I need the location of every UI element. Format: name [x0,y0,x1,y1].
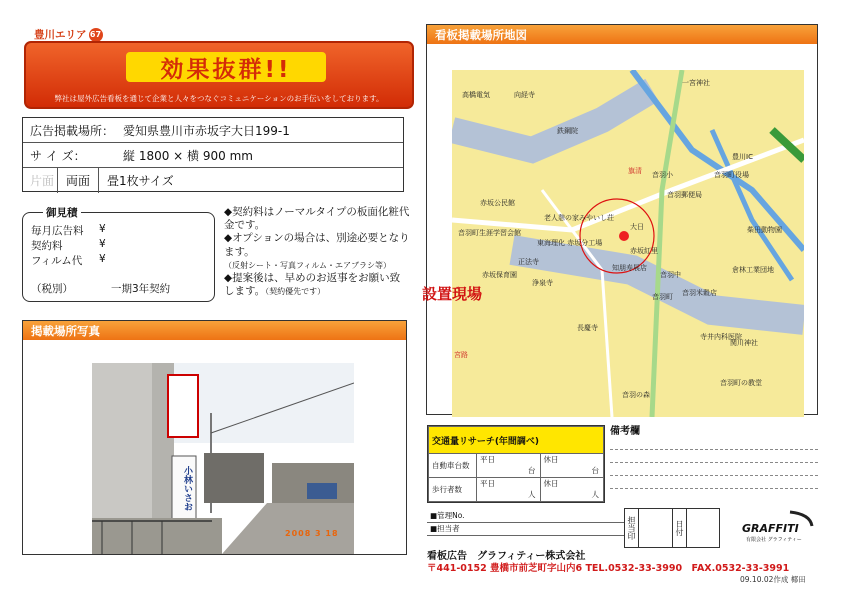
area-number-badge: 67 [89,28,103,42]
admin-form [427,510,624,536]
map-place: 長慶寺 [577,324,598,332]
estimate-row [31,223,106,238]
management-no-field: ■管理No. [427,510,624,523]
traffic-research-table [427,425,605,503]
company-address: 〒441-0152 豊橋市前芝町字山内6 TEL.0532-33-3990 FAX.0532-33-3991 [427,563,790,574]
photo-date-stamp: 2008 3 18 [285,529,339,538]
estimate-title: 御見積 [43,205,81,220]
company-logo [740,510,816,546]
traffic-cell: 平日 人 [477,478,541,502]
location-map [452,70,804,417]
map-place: 鉄鋼院 [557,127,578,135]
location-row [23,118,403,143]
map-place: 赤坂保育園 [482,271,517,279]
photo-sign-text: 小林いさお [182,466,192,511]
remarks-line [610,450,818,463]
map-place: 向経寺 [514,91,535,99]
map-place: 豊川IC [732,153,753,161]
map-place: 一宮神社 [682,79,710,87]
map-place: 音羽小 [652,171,673,179]
headline-title: 効果抜群!! [126,52,326,82]
size-label: サ イ ズ： [30,148,86,163]
map-place: 音羽町生涯学習会館 [458,229,521,237]
stamp-label: 担当印 [625,509,639,547]
stamp-area [639,509,673,547]
estimate-value: ¥ [99,238,106,250]
headline-banner [24,41,414,109]
map-place: 音羽中 [660,271,681,279]
ad-info-table [22,117,404,192]
note-item: ◆オプションの場合は、別途必要となります。 （反射シート・写真フィルム・エアブラシ等） [224,232,410,270]
map-place: 音羽米穀店 [682,289,717,297]
map-place: 東海理化 赤坂分工場 [537,239,603,247]
traffic-title: 交通量リサーチ(年間調べ) [429,427,604,454]
remarks-line [610,437,818,450]
stamp-box [624,508,720,548]
remarks-line [610,476,818,489]
map-place: 音羽の森 [622,391,650,399]
area-tag [34,27,103,42]
contract-term: 一期3年契約 [111,283,171,295]
area-name: 豊川エリア [34,29,87,41]
contract-notes [224,206,410,299]
map-place: 寺井内科医院 [700,333,742,341]
logo-text: GRAFFITI [742,522,799,535]
estimate-label: フィルム代 [31,255,83,267]
headline-subtitle: 弊社は屋外広告看板を通じて企業と人々をつなぐコミュニケーションのお手伝いをしております。 [54,94,384,103]
remarks-title: 備考欄 [610,426,640,437]
estimate-label: 毎月広告料 [31,225,84,237]
estimate-terms [31,281,170,296]
map-place: 大日 [630,223,644,231]
map-place: 老人憩の家みやいし荘 [544,214,614,222]
note-item: ◆提案後は、早めのお返事をお願い致します。（契約優先です） [224,272,401,298]
estimate-row [31,238,106,253]
map-place: 正法寺 [518,258,539,266]
company-name: 看板広告 グラフィティー株式会社 [427,551,586,562]
remarks-line [610,463,818,476]
map-place: 高橋電気 [462,91,490,99]
map-place: 浄泉寺 [532,279,553,287]
map-place: 赤坂紅里 [630,247,658,255]
estimate-row [31,253,106,268]
side-row [23,168,403,193]
traffic-cell: 休日 人 [540,478,604,502]
map-place: 音羽郵便局 [667,191,702,199]
traffic-cell: 平日 台 [477,454,541,478]
traffic-cell: 休日 台 [540,454,604,478]
estimate-value: ¥ [99,223,106,235]
map-place: 音羽町役場 [714,171,749,179]
install-site-label: 設置現場 [422,285,483,303]
traffic-row-label: 歩行者数 [429,478,477,502]
person-in-charge-field: ■担当者 [427,523,624,536]
photo-section-title: 掲載場所写真 [23,321,406,340]
double-side-option: 両面 [57,168,98,193]
map-place: 関川神社 [730,339,758,347]
size-value: 縦 1800 × 横 900 mm [123,148,253,163]
date-area [687,509,719,547]
map-place: 音羽町 [652,293,673,301]
location-label: 広告掲載場所： [30,123,115,138]
map-place: 宮路 [454,351,468,359]
traffic-row-label: 自動車台数 [429,454,477,478]
map-place: 赤坂公民館 [480,199,515,207]
remarks-box [606,422,818,502]
tax-note: （税別） [31,283,73,295]
size-row [23,143,403,168]
map-place: 知朋寿展店 [612,264,647,272]
logo-subtext: 有限会社 グラフィティー [746,537,802,543]
map-place: 倉林工業団地 [732,266,774,274]
map-place: 旗清 [628,167,642,175]
map-place: 音羽町の教堂 [720,379,762,387]
note-item: ◆契約料はノーマルタイプの板面化粧代金です。 [224,206,410,232]
single-side-option: 片面 [30,174,55,188]
size-type: 畳1枚サイズ [98,168,182,193]
estimate-label: 契約料 [31,240,63,252]
map-place: 柴田動物園 [747,226,782,234]
location-photo [92,363,354,554]
date-label: 日付 [673,509,687,547]
map-section-title: 看板掲載場所地図 [427,25,817,44]
estimate-value: ¥ [99,253,106,265]
creation-note: 09.10.02作成 椰田 [740,575,806,584]
estimate-box [22,207,215,302]
location-value: 愛知県豊川市赤坂字大日199-1 [123,123,290,138]
